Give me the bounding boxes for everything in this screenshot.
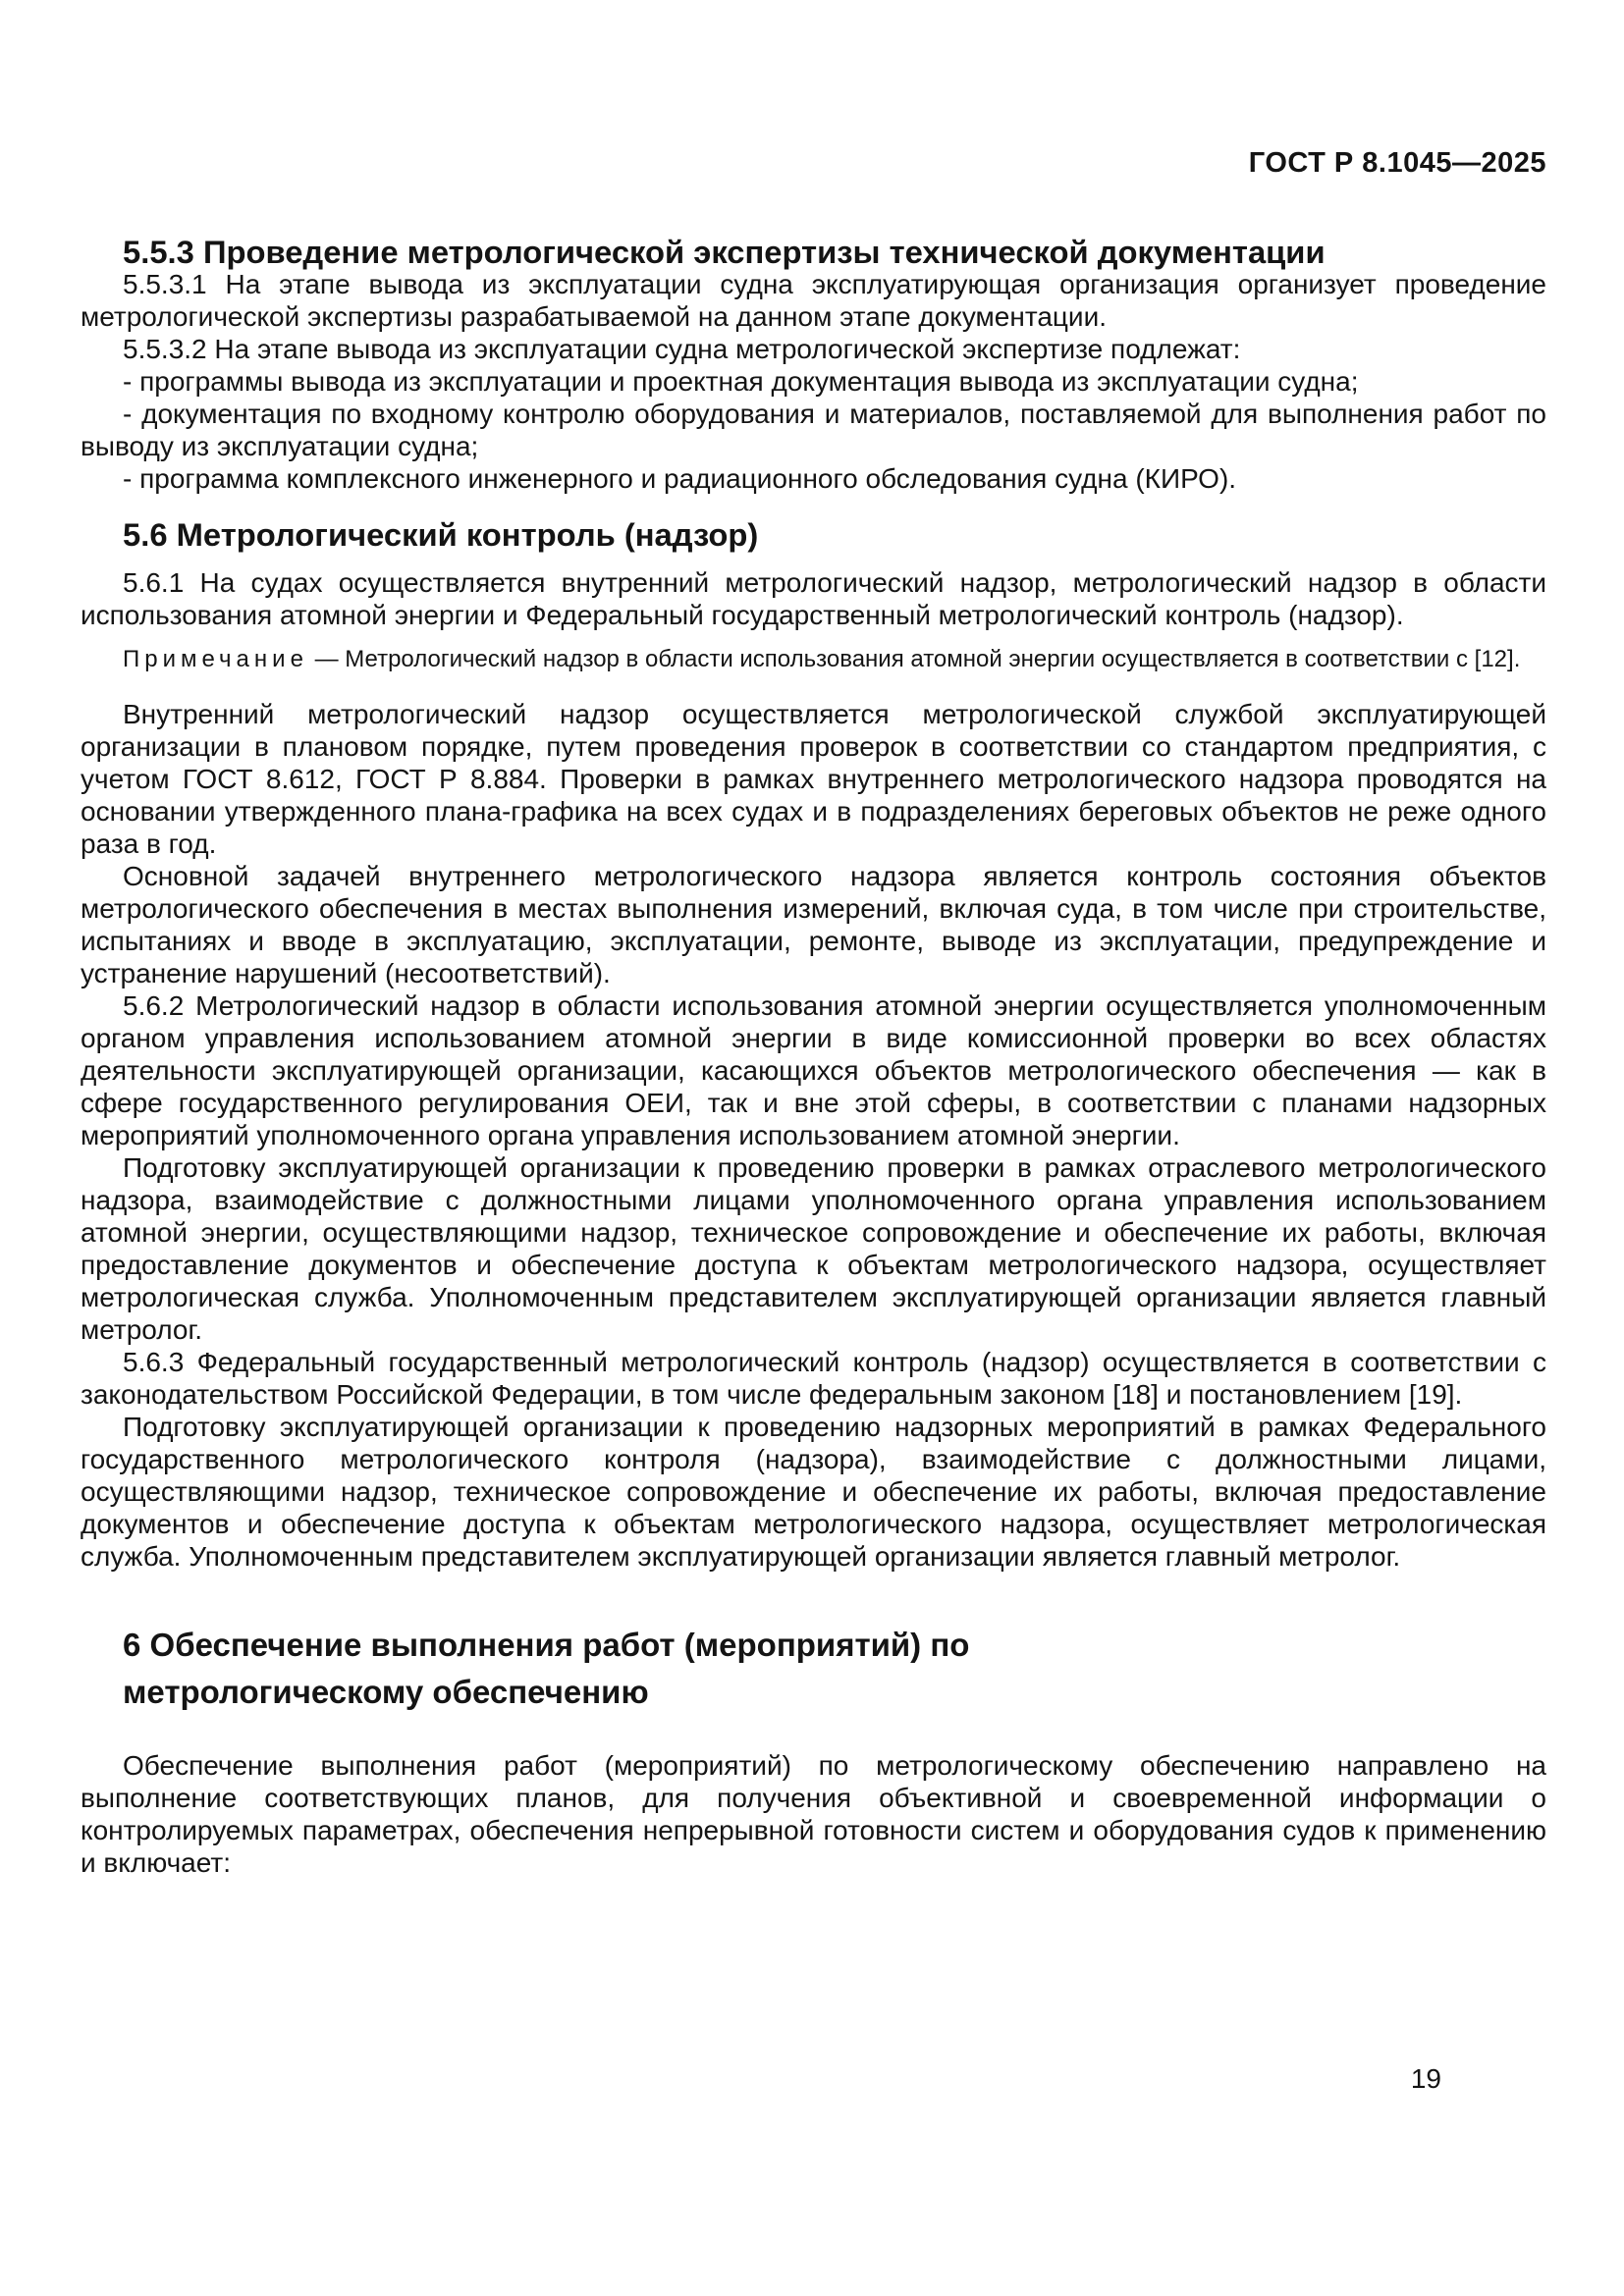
paragraph-sector-supervision-preparation: Подготовку эксплуатирующей организации к проведению проверки в рамках отраслевого метрологического надзора, взаимодействие с должностными лицами уполномоченного органа управления использованием атомной энергии, осуществляющими надзор, техническое сопровождение и обеспечение их работы, включая предоставление документов и обеспечение доступа к объектам метрологического надзора, осуществляет метрологическая служба. Уполномоченным представителем эксплуатирующей организации является главный метролог. [81, 1152, 1546, 1345]
paragraph-5-5-3-1: 5.5.3.1 На этапе вывода из эксплуатации судна эксплуатирующая организация организует проведение метрологической экспертизы разрабатываемой на данном этапе документации. [81, 269, 1546, 332]
list-item-documentation: - документация по входному контролю оборудования и материалов, поставляемой для выполнения работ по выводу из эксплуатации судна; [81, 399, 1546, 461]
paragraph-5-5-3-2: 5.5.3.2 На этапе вывода из эксплуатации судна метрологической экспертизе подлежат: [123, 334, 1241, 364]
page-number: 19 [1410, 2063, 1441, 2094]
clause-heading-5-6: 5.6 Метрологический контроль (надзор) [123, 516, 759, 553]
list-item-kiro-program: - программа комплексного инженерного и радиационного обследования судна (КИРО). [123, 463, 1237, 494]
paragraph-5-6-1: 5.6.1 На судах осуществляется внутренний метрологический надзор, метрологический надзор в области использования атомной энергии и Федеральный государственный метрологический контроль (надзор). [81, 567, 1546, 630]
list-item-programs: - программы вывода из эксплуатации и проектная документация вывода из эксплуатации судна; [123, 366, 1359, 397]
paragraph-main-task: Основной задачей внутреннего метрологического надзора является контроль состояния объектов метрологического обеспечения в местах выполнения измерений, включая суда, в том числе при строительстве, испытаниях и вводе в эксплуатацию, эксплуатации, ремонте, выводе из эксплуатации, предупреждение и устранение нарушений (несоответствий). [81, 861, 1546, 988]
section-heading-6: 6 Обеспечение выполнения работ (мероприятий) по метрологическому обеспечению [123, 1627, 970, 1710]
note-block [81, 645, 1546, 674]
paragraph-federal-supervision-preparation: Подготовку эксплуатирующей организации к проведению надзорных мероприятий в рамках Федерального государственного метрологического контроля (надзора), взаимодействие с должностными лицами, осуществляющими надзор, техническое сопровождение и обеспечение их работы, включая предоставление документов и обеспечение доступа к объектам метрологического надзора, осуществляет метрологическая служба. Уполномоченным представителем эксплуатирующей организации является главный метролог. [81, 1412, 1546, 1572]
document-body [81, 236, 1546, 1879]
clause-heading-5-5-3: 5.5.3 Проведение метрологической экспертизы технической документации [123, 234, 1326, 270]
note-text: — Метрологический надзор в области использования атомной энергии осуществляется в соответствии с [12]. [314, 646, 1521, 672]
paragraph-5-6-3: 5.6.3 Федеральный государственный метрологический контроль (надзор) осуществляется в соответствии с законодательством Российской Федерации, в том числе федеральным законом [18] и постановлением [19]. [81, 1347, 1546, 1410]
note-label: Примечание [123, 646, 308, 672]
paragraph-section-6-intro: Обеспечение выполнения работ (мероприятий) по метрологическому обеспечению направлено на выполнение соответствующих планов, для получения объективной и своевременной информации о контролируемых параметрах, обеспечения непрерывной готовности систем и оборудования судов к применению и включает: [81, 1750, 1546, 1878]
paragraph-5-6-2: 5.6.2 Метрологический надзор в области использования атомной энергии осуществляется уполномоченным органом управления использованием атомной энергии в виде комиссионной проверки во всех областях деятельности эксплуатирующей организации, касающихся объектов метрологического обеспечения — как в сфере государственного регулирования ОЕИ, так и вне этой сферы, в соответствии с планами надзорных мероприятий уполномоченного органа управления использованием атомной энергии. [81, 990, 1546, 1150]
doc-code-header: ГОСТ Р 8.1045—2025 [1248, 147, 1546, 179]
paragraph-internal-supervision: Внутренний метрологический надзор осуществляется метрологической службой эксплуатирующей организации в плановом порядке, путем проведения проверок в соответствии со стандартом предприятия, с учетом ГОСТ 8.612, ГОСТ Р 8.884. Проверки в рамках внутреннего метрологического надзора проводятся на основании утвержденного плана-графика на всех судах и в подразделениях береговых объектов не реже одного раза в год. [81, 699, 1546, 859]
